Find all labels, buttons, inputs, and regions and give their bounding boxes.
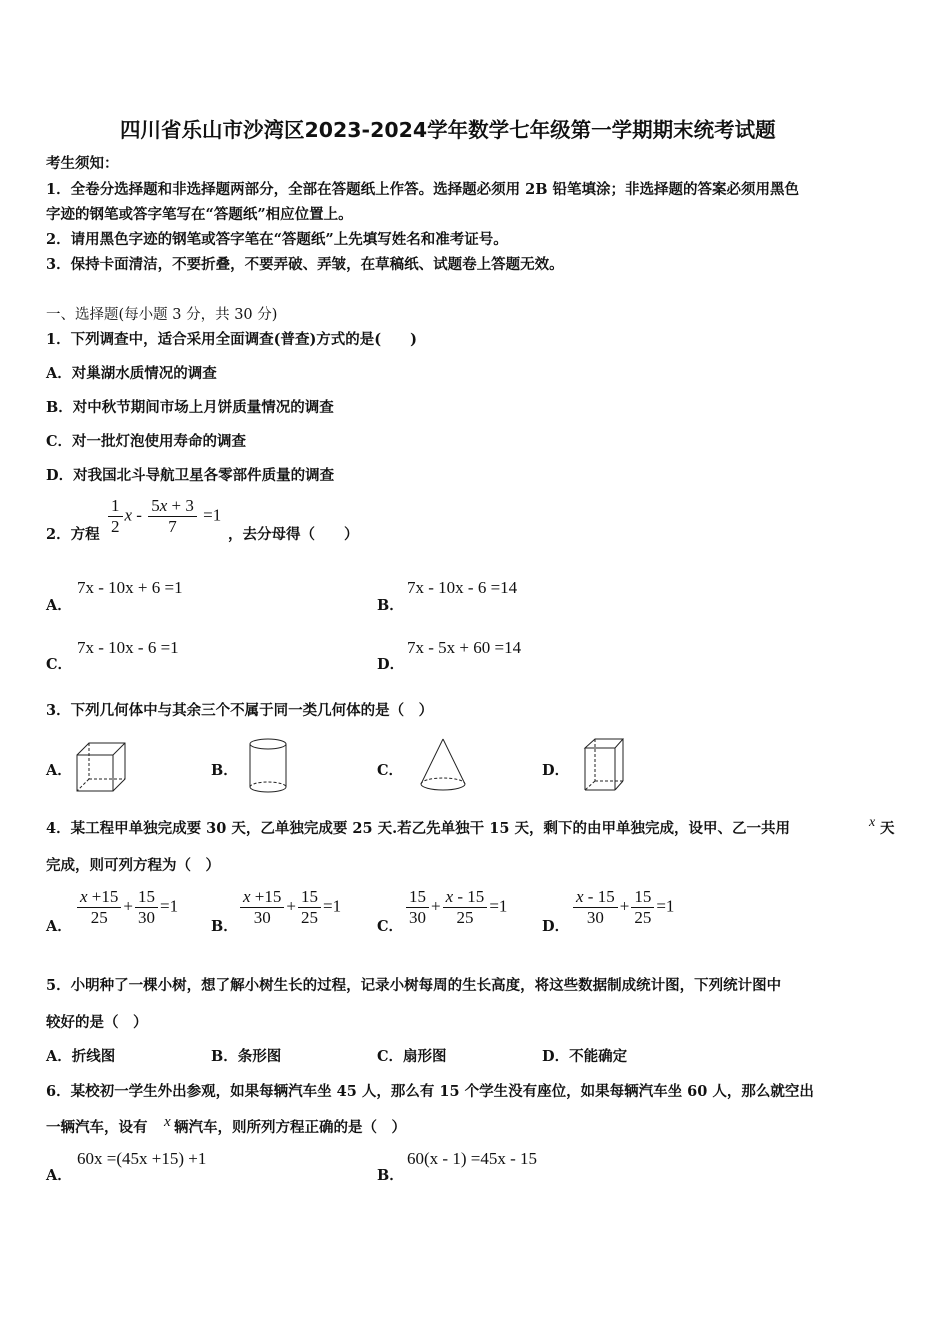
q5-option-a: A．折线图 [46, 1048, 116, 1065]
cylinder-figure [248, 738, 288, 794]
q4-stem-b: 天 [880, 820, 895, 837]
q1-option-b: B．对中秋节期间市场上月饼质量情况的调查 [46, 399, 334, 416]
q6-option-b-eq: 60(x - 1) =45x - 15 [407, 1149, 537, 1168]
q5-option-c: C．扇形图 [377, 1048, 447, 1065]
q4-label-a: A． [46, 918, 72, 935]
q2-label-a: A． [46, 597, 72, 614]
q3-label-a: A． [46, 762, 72, 779]
q2-option-c-eq: 7x - 10x - 6 =1 [77, 638, 179, 657]
q2-prefix: 2．方程 [46, 526, 100, 543]
notice-line-2: 2．请用黑色字迹的钢笔或答字笔在“答题纸”上先填写姓名和准考证号。 [46, 231, 508, 248]
q2-label-b: B． [377, 597, 404, 614]
cone-figure [419, 738, 467, 794]
q4-label-c: C． [377, 918, 404, 935]
q5-option-d: D．不能确定 [542, 1048, 628, 1065]
q1-option-c: C．对一批灯泡使用寿命的调查 [46, 433, 247, 450]
q3-label-b: B． [211, 762, 238, 779]
prism-figure [582, 738, 628, 794]
q4-option-b-eq: $\frac{x +15}{30}$ + $\frac{15}{25}$ =1 [238, 887, 341, 928]
q2-equation: $\frac{1}{2}$ x - $\frac{5x + 3}{7}$ =1 [106, 496, 221, 537]
section-heading: 一、选择题(每小题 3 分，共 30 分) [46, 307, 278, 323]
notice-heading: 考生须知： [46, 155, 119, 172]
q5-stem-a: 5．小明种了一棵小树，想了解小树生长的过程，记录小树每周的生长高度，将这些数据制成统计图，下列统计图中 [46, 977, 782, 994]
q3-stem: 3．下列几何体中与其余三个不属于同一类几何体的是（ ） [46, 702, 434, 719]
q4-option-a-eq: $\frac{x +15}{25}$ + $\frac{15}{30}$ =1 [75, 887, 178, 928]
q5-option-b: B．条形图 [211, 1048, 282, 1065]
q6-label-a: A． [46, 1167, 72, 1184]
q4-option-d-eq: $\frac{x - 15}{30}$ + $\frac{15}{25}$ =1 [571, 887, 674, 928]
notice-line-1a: 1．全卷分选择题和非选择题两部分，全部在答题纸上作答。选择题必须用 2B 铅笔填涂；非选择题的答案必须用黑色 [46, 181, 800, 198]
q3-label-c: C． [377, 762, 404, 779]
q2-option-d-eq: 7x - 5x + 60 =14 [407, 638, 522, 657]
q1-option-a: A．对巢湖水质情况的调查 [46, 365, 217, 382]
q6-stem-b2: 辆汽车，则所列方程正确的是（ ） [174, 1119, 406, 1136]
q6-stem-a: 6．某校初一学生外出参观，如果每辆汽车坐 45 人，那么有 15 个学生没有座位，如果每辆汽车坐 60 人，那么就空出 [46, 1083, 814, 1100]
q4-label-d: D． [542, 918, 570, 935]
q6-label-b: B． [377, 1167, 404, 1184]
q5-stem-b: 较好的是（ ） [46, 1014, 148, 1031]
q6-option-a-eq: 60x =(45x +15) +1 [77, 1149, 207, 1168]
q2-option-b-eq: 7x - 10x - 6 =14 [407, 578, 518, 597]
page-title: 四川省乐山市沙湾区2023-2024学年数学七年级第一学期期末统考试题 [120, 118, 776, 142]
q4-option-c-eq: $\frac{15}{30}$ + $\frac{x - 15}{25}$ =1 [404, 887, 507, 928]
q4-stem-c: 完成，则可列方程为（ ） [46, 857, 220, 874]
q2-label-d: D． [377, 656, 405, 673]
q2-option-a-eq: 7x - 10x + 6 =1 [77, 578, 183, 597]
cube-figure [76, 742, 126, 792]
q4-label-b: B． [211, 918, 238, 935]
q1-stem: 1．下列调查中，适合采用全面调查(普查)方式的是( ) [46, 331, 418, 348]
q6-stem-b1: 一辆汽车，设有 [46, 1119, 148, 1136]
q3-label-d: D． [542, 762, 570, 779]
q4-stem-a: 4．某工程甲单独完成要 30 天，乙单独完成要 25 天.若乙先单独干 15 天，剩下的由甲单独完成，设甲、乙一共用 [46, 820, 790, 837]
q4-variable-x: x [869, 815, 876, 830]
q2-label-c: C． [46, 656, 73, 673]
q6-variable-x: x [164, 1114, 171, 1130]
q2-suffix: ，去分母得（ ） [228, 526, 359, 543]
notice-line-3: 3．保持卡面清洁，不要折叠，不要弄破、弄皱，在草稿纸、试题卷上答题无效。 [46, 256, 564, 273]
notice-line-1b: 字迹的钢笔或答字笔写在“答题纸”相应位置上。 [46, 206, 353, 223]
q1-option-d: D．对我国北斗导航卫星各零部件质量的调查 [46, 467, 335, 484]
